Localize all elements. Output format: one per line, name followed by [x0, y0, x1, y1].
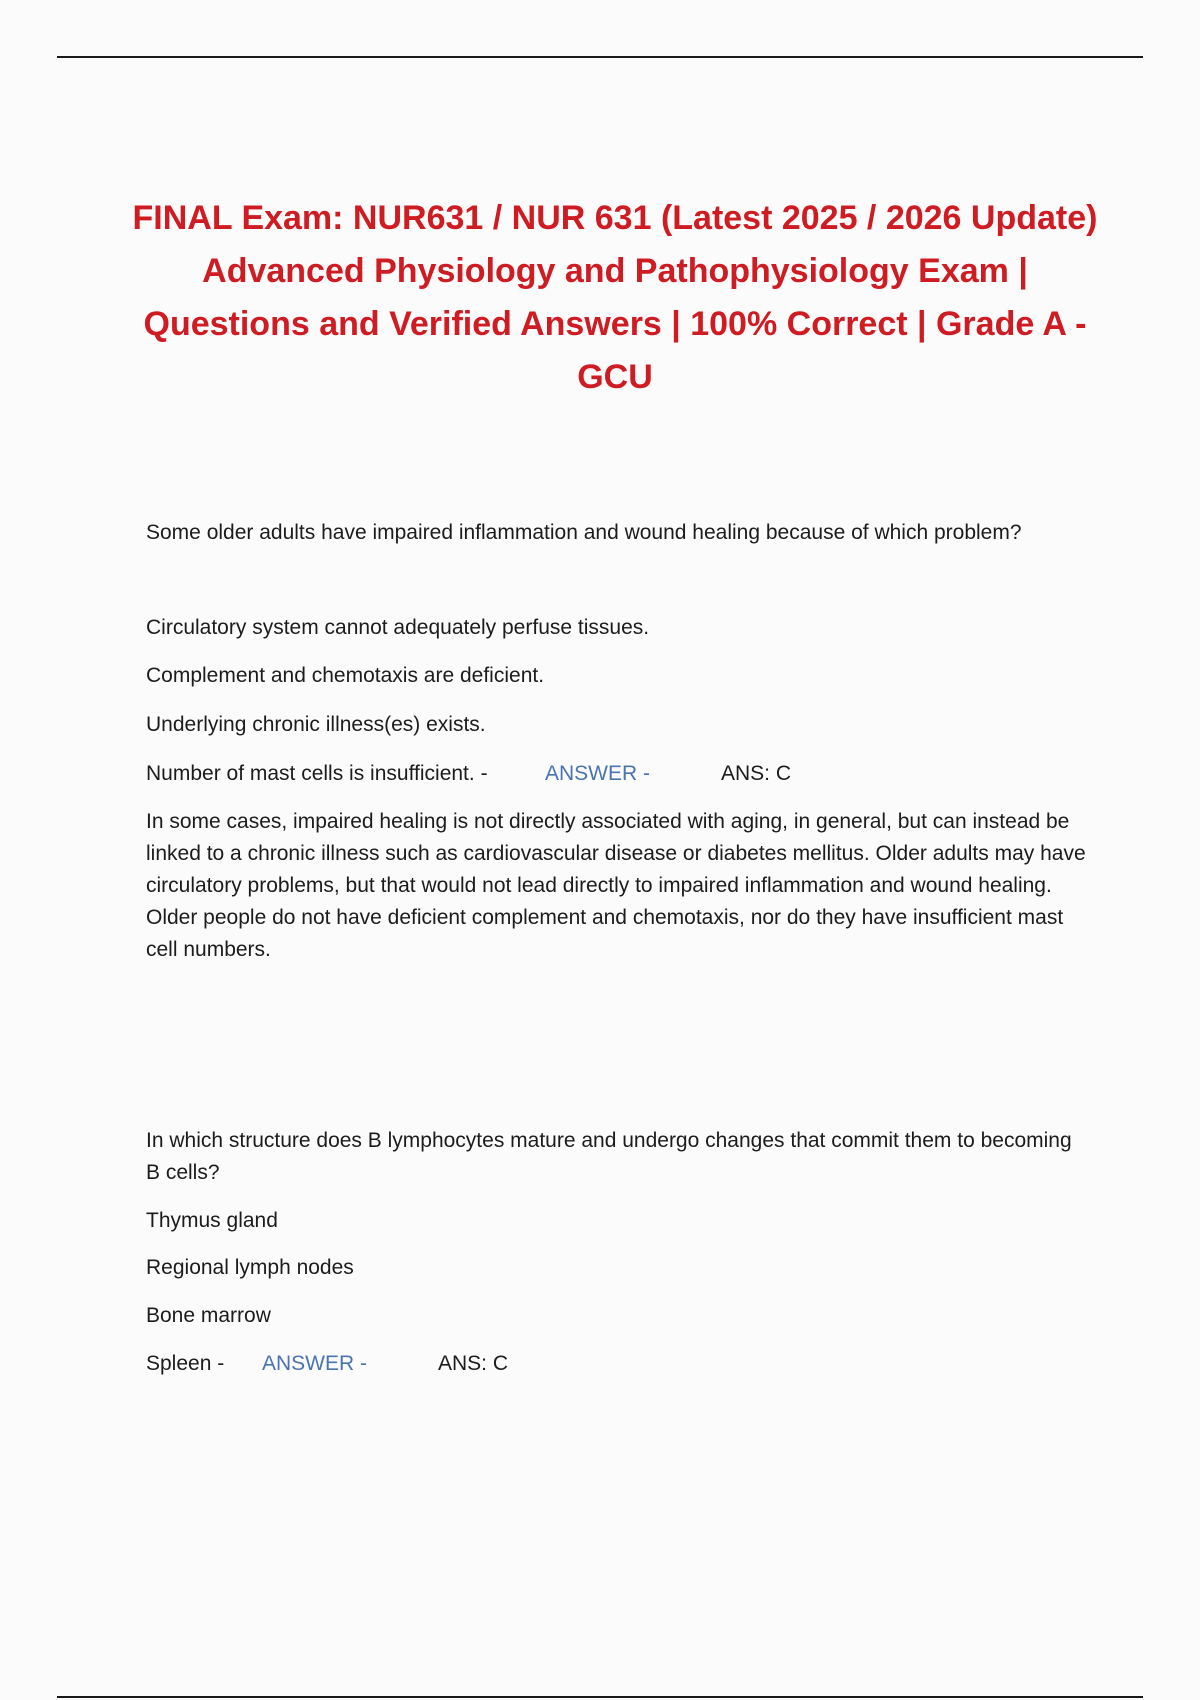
q2-option-d: Spleen - [146, 1352, 225, 1375]
q1-option-d: Number of mast cells is insufficient. - [146, 762, 488, 785]
q1-rationale: In some cases, impaired healing is not directly associated with aging, in general, but can instead be linked to a chronic illness such as cardiovascular disease or diabetes mellitus. Older adults may have circulatory problems, but that would not lead directly to impaired inflammation and wound healing. Older people do not have deficient complement and chemotaxis, nor do they have insufficient mast cell numbers. [146, 810, 1086, 961]
q1-option-c: Underlying chronic illness(es) exists. [146, 713, 486, 736]
q1-option-a: Circulatory system cannot adequately perfuse tissues. [146, 616, 650, 639]
q1-option-b: Complement and chemotaxis are deficient. [146, 664, 545, 687]
question-1-text: Some older adults have impaired inflammation and wound healing because of which problem? [146, 521, 1022, 544]
q2-option-b: Regional lymph nodes [146, 1256, 354, 1279]
question-2-text: In which structure does B lymphocytes mature and undergo changes that commit them to becoming B cells? [146, 1129, 1072, 1184]
q2-option-c: Bone marrow [146, 1304, 271, 1327]
bottom-rule [57, 1696, 1143, 1698]
document-title: FINAL Exam: NUR631 / NUR 631 (Latest 2025 / 2026 Update) Advanced Physiology and Pathophysiology Exam | Questions and Verified Answers | 100% Correct | Grade A - GCU [132, 199, 1098, 396]
q1-answer-value: ANS: C [721, 762, 792, 785]
top-rule [57, 56, 1143, 58]
q2-answer-label: ANSWER - [262, 1352, 367, 1375]
q2-option-a: Thymus gland [146, 1209, 278, 1232]
q1-answer-label: ANSWER - [545, 762, 650, 785]
q2-answer-value: ANS: C [438, 1352, 509, 1375]
